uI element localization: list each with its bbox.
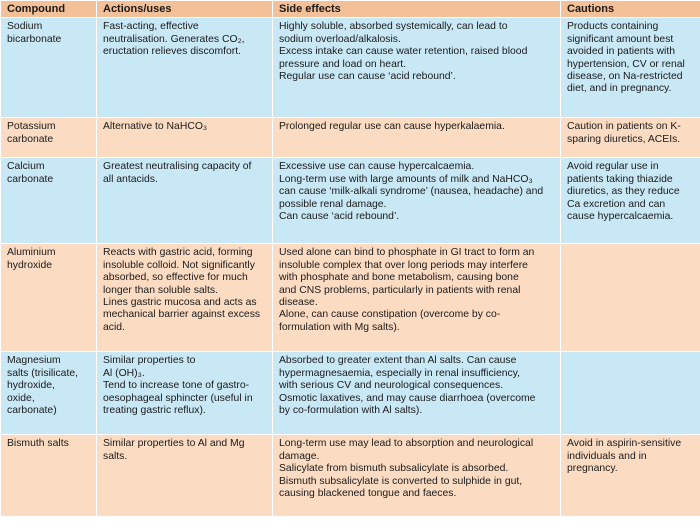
table-row <box>1 118 700 158</box>
compound-cell: Potassium carbonate <box>1 118 97 158</box>
cautions-cell: Avoid in aspirin-sensitive individuals and in pregnancy. <box>561 435 700 517</box>
actions-cell: Alternative to NaHCO₃ <box>97 118 273 158</box>
header-compound: Compound <box>1 1 97 18</box>
actions-cell: Reacts with gastric acid, forming insoluble colloid. Not significantly absorbed, so effective for much longer than soluble salts. Lines gastric mucosa and acts as mechanical barrier against excess acid. <box>97 244 273 352</box>
side-effects-cell: Prolonged regular use can cause hyperkalaemia. <box>273 118 561 158</box>
side-effects-cell: Highly soluble, absorbed systemically, can lead to sodium overload/alkalosis. Excess intake can cause water retention, raised blood pressure and load on heart. Regular use can cause ‘acid rebound’. <box>273 18 561 118</box>
compound-cell: Bismuth salts <box>1 435 97 517</box>
actions-cell: Fast-acting, effective neutralisation. Generates CO₂, eructation relieves discomfort. <box>97 18 273 118</box>
cautions-cell: Caution in patients on K- sparing diuretics, ACEIs. <box>561 118 700 158</box>
table-row <box>1 158 700 244</box>
header-side-effects: Side effects <box>273 1 561 18</box>
actions-cell: Greatest neutralising capacity of all antacids. <box>97 158 273 244</box>
compound-cell: Calcium carbonate <box>1 158 97 244</box>
side-effects-cell: Long-term use may lead to absorption and neurological damage. Salicylate from bismuth subsalicylate is absorbed. Bismuth subsalicylate is converted to sulphide in gut, causing blackened tongue and faeces. <box>273 435 561 517</box>
cautions-cell: Products containing significant amount best avoided in patients with hypertension, CV or renal disease, on Na-restricted diet, and in pregnancy. <box>561 18 700 118</box>
side-effects-cell: Absorbed to greater extent than Al salts. Can cause hypermagnesaemia, especially in renal insufficiency, with serious CV and neurological consequences. Osmotic laxatives, and may cause diarrhoea (overcome by co-formulation with Al salts). <box>273 352 561 435</box>
table-row <box>1 352 700 435</box>
table-row <box>1 18 700 118</box>
cautions-cell: Avoid regular use in patients taking thiazide diuretics, as they reduce Ca excretion and can cause hypercalcaemia. <box>561 158 700 244</box>
actions-cell: Similar properties to Al (OH)₃. Tend to increase tone of gastro- oesophageal sphincter (useful in treating gastric reflux). <box>97 352 273 435</box>
side-effects-cell: Excessive use can cause hypercalcaemia. Long-term use with large amounts of milk and NaHCO₃ can cause ‘milk-alkali syndrome’ (nausea, headache) and possible renal damage. Can cause ‘acid rebound’. <box>273 158 561 244</box>
header-row <box>1 1 700 18</box>
compound-cell: Magnesium salts (trisilicate, hydroxide, oxide, carbonate) <box>1 352 97 435</box>
cautions-cell <box>561 352 700 435</box>
header-actions-uses: Actions/uses <box>97 1 273 18</box>
actions-cell: Similar properties to Al and Mg salts. <box>97 435 273 517</box>
table-row <box>1 244 700 352</box>
compound-cell: Aluminium hydroxide <box>1 244 97 352</box>
table-row <box>1 435 700 517</box>
cautions-cell <box>561 244 700 352</box>
compound-cell: Sodium bicarbonate <box>1 18 97 118</box>
header-cautions: Cautions <box>561 1 700 18</box>
side-effects-cell: Used alone can bind to phosphate in GI tract to form an insoluble complex that over long periods may interfere with phosphate and bone metabolism, causing bone and CNS problems, particularly in patients with renal disease. Alone, can cause constipation (overcome by co- formulation with Mg salts). <box>273 244 561 352</box>
